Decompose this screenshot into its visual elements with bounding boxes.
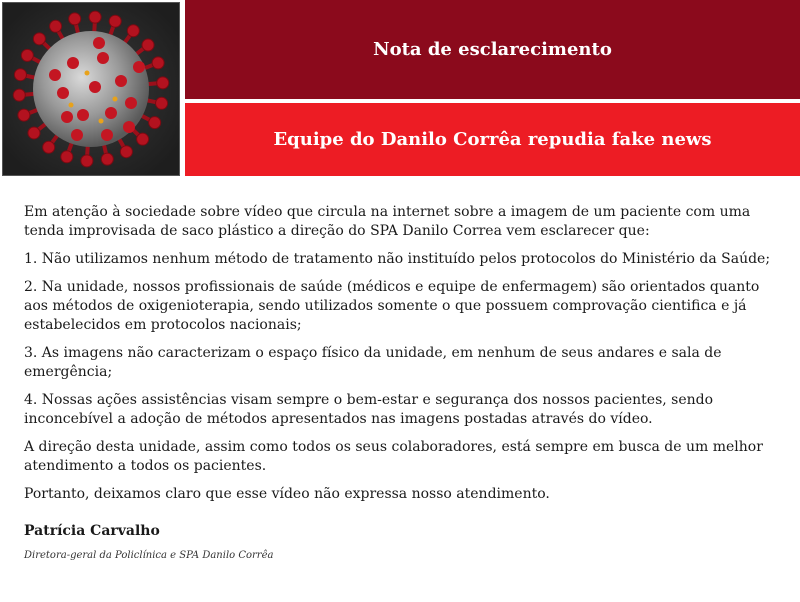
signature-title: Diretora-geral da Policlínica e SPA Danilo Corrêa	[24, 550, 274, 561]
subtitle-banner	[185, 103, 800, 176]
paragraph-closing: A direção desta unidade, assim como todos os seus colaboradores, está sempre em busca de um melhor atendimento a todos os pacientes.	[24, 439, 763, 474]
page-title: Nota de esclarecimento	[373, 39, 612, 60]
paragraph-item-1: 1. Não utilizamos nenhum método de tratamento não instituído pelos protocolos do Ministério da Saúde;	[24, 251, 771, 267]
page-subtitle: Equipe do Danilo Corrêa repudia fake news	[273, 129, 712, 150]
signature-name: Patrícia Carvalho	[24, 523, 160, 539]
paragraph-intro: Em atenção à sociedade sobre vídeo que circula na internet sobre a imagem de um paciente com uma tenda improvisada de saco plástico a direção do SPA Danilo Correa vem esclarecer que:	[24, 204, 751, 239]
paragraph-conclusion: Portanto, deixamos claro que esse vídeo não expressa nosso atendimento.	[24, 486, 550, 502]
coronavirus-illustration-icon	[2, 2, 180, 176]
paragraph-item-2: 2. Na unidade, nossos profissionais de saúde (médicos e equipe de enfermagem) são orientados quanto aos métodos de oxigenioterapia, sendo utilizados somente o que possuem comprovação cientifica e já estabelecidos em protocolos nacionais;	[24, 279, 760, 333]
statement-body	[24, 203, 776, 513]
paragraph-item-4: 4. Nossas ações assistências visam sempre o bem-estar e segurança dos nossos pacientes, sendo inconcebível a adoção de métodos apresentados nas imagens postadas através do vídeo.	[24, 392, 714, 427]
paragraph-item-3: 3. As imagens não caracterizam o espaço físico da unidade, em nenhum de seus andares e sala de emergência;	[24, 345, 722, 380]
header	[0, 0, 800, 176]
title-banner	[185, 0, 800, 99]
